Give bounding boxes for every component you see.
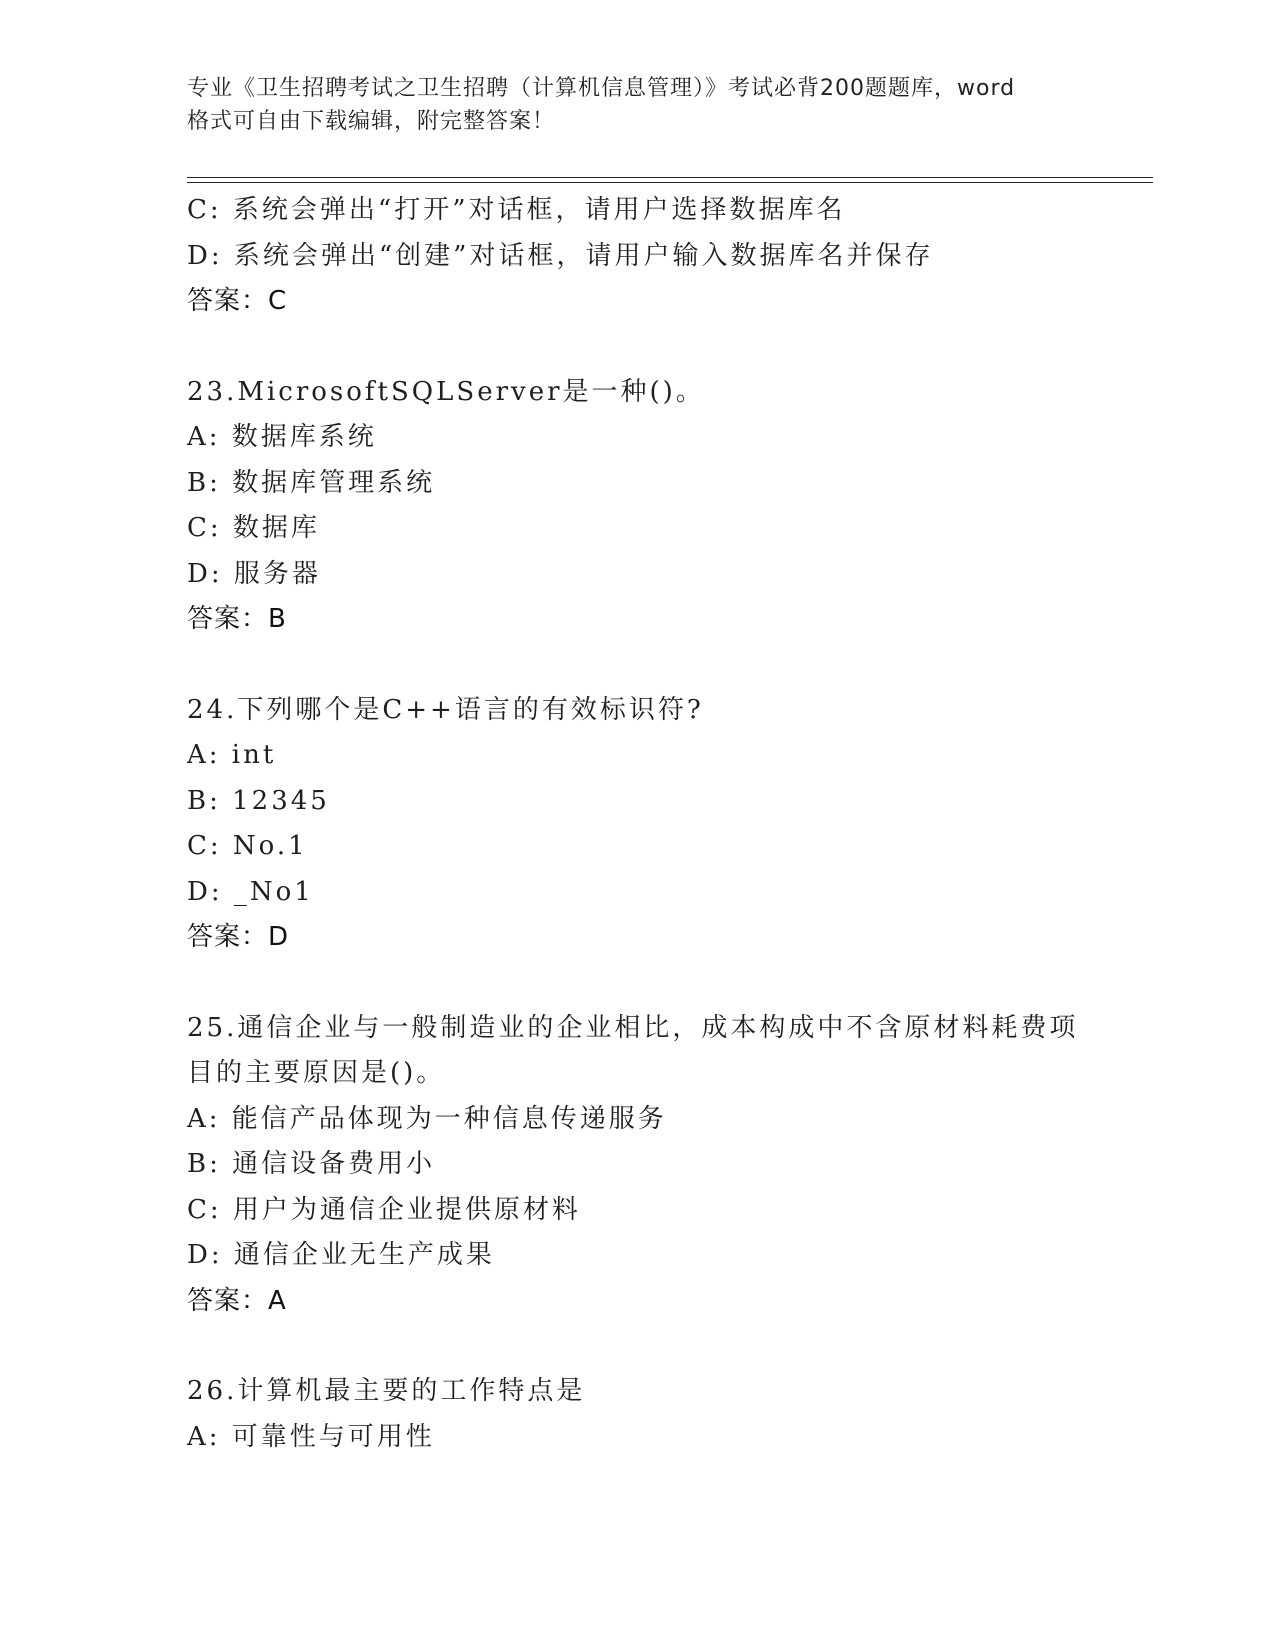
header-rule-top <box>187 177 1153 178</box>
option-c: C: 系统会弹出“打开”对话框，请用户选择数据库名 <box>187 195 846 225</box>
header-rule-bottom <box>187 182 1153 183</box>
option-a: A: 可靠性与可用性 <box>187 1421 435 1452</box>
option-c: C: 用户为通信企业提供原材料 <box>187 1194 581 1225</box>
header-line-1: 专业《卫生招聘考试之卫生招聘（计算机信息管理）》考试必背200题题库，word <box>187 76 1016 101</box>
option-d: D: _No1 <box>187 876 314 907</box>
answer-line: 答案：A <box>187 1285 287 1316</box>
question-text: 24.下列哪个是C++语言的有效标识符? <box>187 694 704 725</box>
spacer <box>187 961 1167 1006</box>
option-d: D: 通信企业无生产成果 <box>187 1240 495 1270</box>
answer-line: 答案：C <box>187 286 288 316</box>
option-b: B: 通信设备费用小 <box>187 1149 436 1179</box>
question-text: 26.计算机最主要的工作特点是 <box>187 1376 586 1406</box>
spacer <box>187 325 1167 370</box>
header-line-2: 格式可自由下载编辑，附完整答案！ <box>187 109 556 134</box>
option-a: A: int <box>187 740 277 770</box>
option-c: C: No.1 <box>187 831 308 861</box>
option-a: A: 数据库系统 <box>187 422 377 452</box>
answer-line: 答案：D <box>187 922 290 952</box>
option-c: C: 数据库 <box>187 513 320 543</box>
answer-line: 答案：B <box>187 604 287 634</box>
option-a: A: 能信产品体现为一种信息传递服务 <box>187 1103 667 1134</box>
question-block-23 <box>187 370 1167 643</box>
question-text-line-1: 25.通信企业与一般制造业的企业相比，成本构成中不含原材料耗费项 <box>187 1012 1079 1043</box>
question-block-26 <box>187 1369 1167 1460</box>
option-b: B: 数据库管理系统 <box>187 467 436 498</box>
document-header <box>187 72 1087 138</box>
question-text: 23.MicrosoftSQLServer是一种()。 <box>187 376 705 407</box>
question-text-line-2: 目的主要原因是()。 <box>187 1058 446 1088</box>
question-block-24 <box>187 688 1167 961</box>
spacer <box>187 643 1167 688</box>
option-d: D: 系统会弹出“创建”对话框，请用户输入数据库名并保存 <box>187 240 934 271</box>
option-b: B: 12345 <box>187 785 330 816</box>
spacer <box>187 1324 1167 1369</box>
option-d: D: 服务器 <box>187 558 321 589</box>
question-list <box>187 188 1167 1460</box>
question-block-25 <box>187 1006 1167 1325</box>
question-block-22 <box>187 188 1167 325</box>
